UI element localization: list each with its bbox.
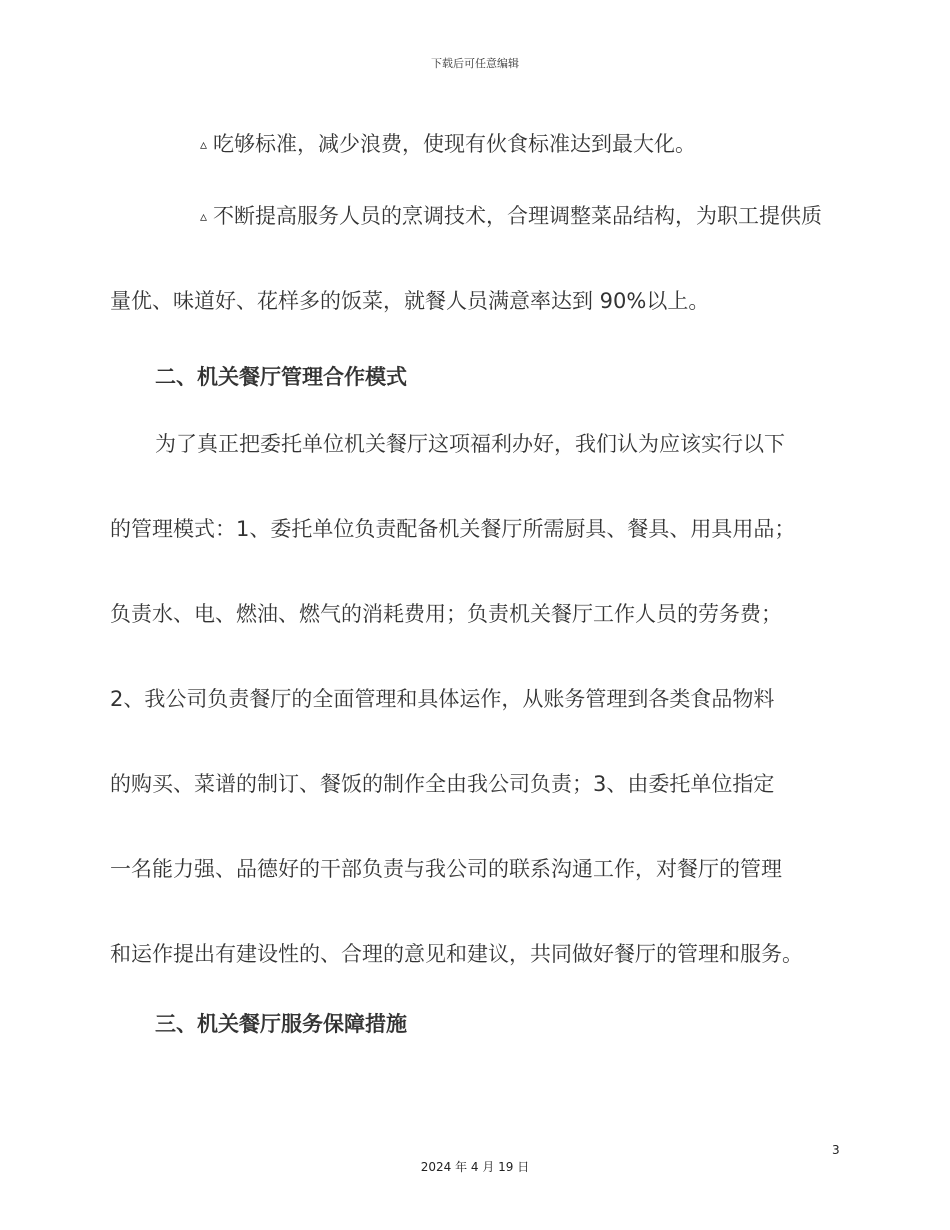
- section-heading-2: [110, 355, 842, 400]
- paragraph-line: 为了真正把委托单位机关餐厅这项福利办好，我们认为应该实行以下: [155, 432, 785, 456]
- section-title: 二、机关餐厅管理合作模式: [155, 365, 407, 389]
- section-title: 三、机关餐厅服务保障措施: [155, 1012, 407, 1036]
- page-number: 3: [832, 1143, 840, 1157]
- bullet-text-line1: 不断提高服务人员的烹调技术，合理调整菜品结构，为职工提供质: [213, 204, 823, 228]
- paragraph-line: 一名能力强、品德好的干部负责与我公司的联系沟通工作，对餐厅的管理: [110, 857, 782, 881]
- bullet-item-1: [110, 122, 842, 168]
- paragraph-line: 的购买、菜谱的制订、餐饭的制作全由我公司负责；3、由委托单位指定: [110, 772, 775, 796]
- bullet-text-line2: 量优、味道好、花样多的饭菜，就餐人员满意率达到 90%以上。: [110, 289, 710, 313]
- bullet-item-2: [110, 194, 842, 313]
- section-heading-3: [110, 1002, 842, 1047]
- paragraph-line: 2、我公司负责餐厅的全面管理和具体运作，从账务管理到各类食品物料: [110, 687, 775, 711]
- triangle-bullet-icon: ▵: [200, 209, 208, 225]
- paragraph-line: 负责水、电、燃油、燃气的消耗费用；负责机关餐厅工作人员的劳务费；: [110, 602, 782, 626]
- paragraph-line: 的管理模式：1、委托单位负责配备机关餐厅所需厨具、餐具、用具用品；: [110, 517, 796, 541]
- bullet-text: 吃够标准，减少浪费，使现有伙食标准达到最大化。: [213, 132, 697, 156]
- page-footer-date: 2024 年 4 月 19 日: [420, 1160, 530, 1174]
- page-header: 下载后可任意编辑: [431, 57, 519, 70]
- triangle-bullet-icon: ▵: [200, 137, 208, 153]
- paragraph-line: 和运作提出有建设性的、合理的意见和建议，共同做好餐厅的管理和服务。: [110, 942, 803, 966]
